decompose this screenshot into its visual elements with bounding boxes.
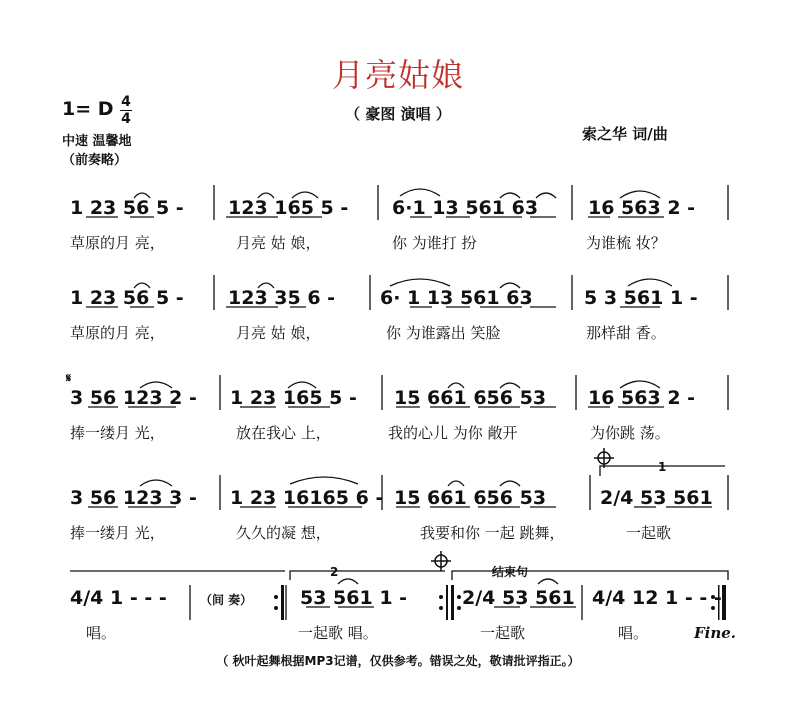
row3-lyric-1: 捧一缕月 光， xyxy=(70,424,165,442)
prelude-note: （前奏略） xyxy=(62,153,128,168)
row1-lyric-2: 月亮 姑 娘， xyxy=(236,234,321,252)
row3-lyric-3: 我的心儿 为你 敞开 xyxy=(388,424,518,442)
row1-measure2-notes: 123 165 5 - xyxy=(228,197,349,219)
author-credit: 索之华 词/曲 xyxy=(582,125,668,143)
row5-lyric-1: 唱。 xyxy=(86,624,117,642)
row2-lyric-4: 那样甜 香。 xyxy=(586,324,666,342)
volta-2-label: 2 xyxy=(330,565,339,579)
tempo-marking: 中速 温馨地 xyxy=(62,134,132,149)
row3-measure4-notes: 16 563 2 - xyxy=(588,387,696,409)
row4-measure3-notes: 15 661 656 53 xyxy=(394,487,547,509)
row2-lyric-1: 草原的月 亮， xyxy=(70,324,165,342)
row4-lyric-2: 久久的凝 想， xyxy=(236,524,331,542)
row4-measure4-notes: 2/4 53 561 xyxy=(600,487,713,509)
row4-measure2-notes: 1 23 16165 6 - xyxy=(230,487,384,509)
time-signature-top: 4 xyxy=(121,94,131,110)
row2-measure2-notes: 123 35 6 - xyxy=(228,287,336,309)
row2-lyric-2: 月亮 姑 娘， xyxy=(236,324,321,342)
row1-measure1-notes: 1 23 56 5 - xyxy=(70,197,184,219)
volta-1-label: 1 xyxy=(658,460,667,474)
row4-lyric-3: 我要和你 一起 跳舞， xyxy=(420,524,565,542)
row5-lyric-3: 一起歌 xyxy=(480,624,526,642)
row3-measure1-notes: 3 56 123 2 - xyxy=(70,387,197,409)
row3-lyric-4: 为你跳 荡。 xyxy=(590,424,670,442)
row4-measure1-notes: 3 56 123 3 - xyxy=(70,487,197,509)
key-signature: 1= D xyxy=(62,98,114,120)
song-title: 月亮姑娘 xyxy=(331,56,464,94)
row3-measure2-notes: 1 23 165 5 - xyxy=(230,387,357,409)
row5-lyric-2: 一起歌 唱。 xyxy=(298,624,378,642)
row2-measure4-notes: 5 3 561 1 - xyxy=(584,287,698,309)
singer-credit: （ 豪图 演唱 ） xyxy=(345,105,451,123)
time-signature-bottom: 4 xyxy=(121,111,131,127)
transcription-note: （ 秋叶起舞根据MP3记谱，仅供参考。错误之处，敬请批评指正。） xyxy=(216,654,580,668)
interlude-label: （间 奏） xyxy=(200,593,253,607)
row2-measure3-notes: 6· 1 13 561 63 xyxy=(380,287,533,309)
row1-lyric-1: 草原的月 亮， xyxy=(70,234,165,252)
row4-lyric-1: 捧一缕月 光， xyxy=(70,524,165,542)
ending-label: 结束句 xyxy=(492,565,529,579)
row3-measure3-notes: 15 661 656 53 xyxy=(394,387,547,409)
row1-measure3-notes: 6·1 13 561 63 xyxy=(392,197,539,219)
fine-marking: Fine. xyxy=(694,624,737,642)
row5-lyric-4: 唱。 xyxy=(618,624,649,642)
row5-volta2-notes: 53 561 1 - xyxy=(300,587,408,609)
coda-icon xyxy=(431,448,614,571)
segno-icon: 𝄋 xyxy=(66,371,72,385)
row1-lyric-4: 为谁梳 妆？ xyxy=(586,234,666,252)
row2-measure1-notes: 1 23 56 5 - xyxy=(70,287,184,309)
row5-ending-notes: 2/4 53 561 xyxy=(462,587,575,609)
row1-lyric-3: 你 为谁打 扮 xyxy=(392,234,477,252)
row5-final-notes: 4/4 12 1 - - - xyxy=(592,587,722,609)
row2-lyric-3: 你 为谁露出 笑脸 xyxy=(386,324,501,342)
row1-measure4-notes: 16 563 2 - xyxy=(588,197,696,219)
row3-lyric-2: 放在我心 上， xyxy=(236,424,331,442)
row5-measure1-notes: 4/4 1 - - - xyxy=(70,587,167,609)
row4-lyric-4: 一起歌 xyxy=(626,524,672,542)
